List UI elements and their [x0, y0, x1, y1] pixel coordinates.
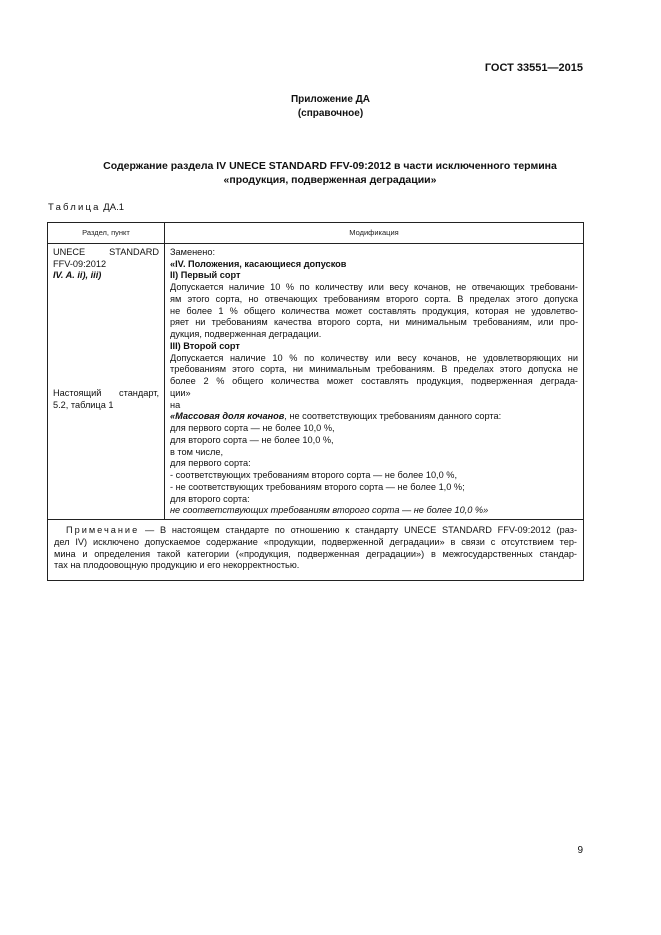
comparison-table [47, 222, 584, 581]
mass-share-rest: , не соответствующих требованиям данного сорта: [284, 411, 502, 422]
appendix-title: Приложение ДА [290, 94, 371, 105]
grade1-line: не более 1 % общего количества может составлять продукция, которая не удовлетво- [170, 305, 578, 316]
grade1-line: ряет ни требованиям качества второго сорта, ни минимальным требованиям, или про- [170, 317, 578, 328]
replacement-line: для второго сорта — не более 10,0 %, [170, 434, 334, 445]
appendix-subtitle: (справочное) [297, 108, 364, 119]
grade2-line: требованиям этого сорта, ни минимальным требованиям. В пределах этого допуска не [170, 364, 578, 375]
section-title-line2: «продукция, подверженная деградации» [223, 174, 437, 186]
grade1-line: дукция, подверженная деградации. [170, 329, 322, 339]
grade2-line: ции» [170, 387, 191, 398]
note-cell [48, 520, 584, 581]
ref-unece-line2: FFV-09:2012 [53, 258, 107, 269]
grade2-line: более 2 % общего количества может составлять продукция, подверженная деграда- [170, 376, 578, 386]
note-line-text: — В настоящем стандарте по отношению к стандарту UNECE STANDARD FFV-09:2012 (раз- [144, 525, 577, 535]
page-number: 9 [577, 845, 583, 856]
table-header-row [48, 223, 584, 244]
ref-standard-line1: Настоящий стандарт, [53, 388, 159, 398]
replacement-line: - не соответствующих требованиям второго сорта — не более 1,0 %; [170, 481, 465, 492]
column-header-modification: Модификация [165, 223, 584, 244]
replacement-line: для второго сорта: [170, 493, 250, 504]
modification-cell [165, 243, 584, 519]
replacement-line: для первого сорта — не более 10,0 %, [170, 423, 335, 433]
replaced-label: Заменено: [170, 246, 216, 257]
note-line: тах на плодоовощную продукцию и его некорректностью. [54, 560, 300, 571]
grade1-line: Допускается наличие 10 % по количеству или весу кочанов, не отвечающих требовани- [170, 282, 578, 292]
ref-standard-line2: 5.2, таблица 1 [53, 399, 114, 410]
grade1-title: II) Первый сорт [170, 270, 241, 281]
column-header-section: Раздел, пункт [48, 223, 165, 244]
tolerances-heading: «IV. Положения, касающиеся допусков [170, 258, 347, 269]
section-title-line1: Содержание раздела IV UNECE STANDARD FFV-09:2012 в части исключенного термина [103, 160, 557, 172]
note-line: дел IV) исключено допускаемое содержание «продукции, подверженной деградации» в связи с отсутствием тер- [54, 536, 577, 547]
ref-unece-line1: UNECE STANDARD [53, 246, 159, 257]
table-row [48, 243, 584, 519]
note-line: мина и определения такой категории («продукция, подверженная деградации») в межгосударственных стандар- [54, 548, 577, 559]
grade1-line: ям этого сорта, но отвечающих требованиям второго сорта. В пределах этого допуска [170, 293, 578, 304]
note-row [48, 520, 584, 581]
table-caption-word: Таблица [48, 202, 101, 213]
section-cell [48, 243, 165, 519]
section-title [50, 159, 610, 187]
replacement-line: в том числе, [170, 446, 224, 457]
table-caption [48, 202, 124, 213]
replacement-last-line: не соответствующих требованиям второго сорта — не более 10,0 %» [170, 505, 489, 516]
grade2-title: III) Второй сорт [170, 340, 240, 351]
on-label: на [170, 399, 181, 410]
replacement-line: для первого сорта: [170, 458, 251, 469]
grade2-line: Допускается наличие 10 % по количеству или весу кочанов, не удовлетворяющих ни [170, 352, 578, 363]
appendix-heading [0, 93, 661, 121]
grade1-text [170, 282, 578, 341]
replacement-line: - соответствующих требованиям второго сорта — не более 10,0 %, [170, 470, 457, 480]
note-line [54, 525, 577, 537]
ref-unece-line3: IV. A. ii), iii) [53, 270, 102, 281]
document-code: ГОСТ 33551—2015 [484, 62, 583, 74]
note-label: Примечание [66, 525, 140, 535]
mass-share-line [170, 411, 578, 423]
table-caption-number: ДА.1 [103, 202, 124, 213]
mass-share-term: «Массовая доля кочанов [170, 411, 285, 422]
grade2-text [170, 353, 578, 400]
